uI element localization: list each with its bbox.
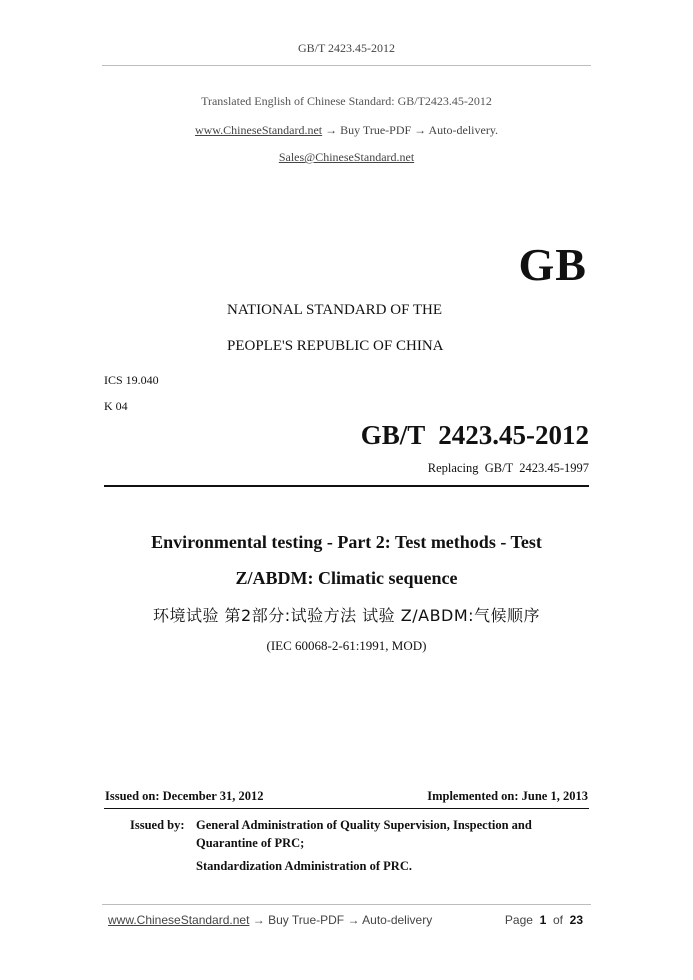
header-divider	[102, 65, 591, 66]
arrow-right-icon: →	[325, 123, 338, 137]
title-divider	[104, 485, 589, 487]
implemented-on-date: Implemented on: June 1, 2013	[427, 789, 588, 803]
sales-email-row	[0, 150, 693, 165]
promo-line	[0, 123, 693, 138]
footer-divider	[102, 904, 591, 905]
document-title-en-line-2: Z/ABDM: Climatic sequence	[235, 568, 458, 588]
arrow-right-icon: →	[252, 913, 265, 927]
issuer-line-3: Standardization Administration of PRC.	[196, 859, 412, 873]
site-link[interactable]: www.ChineseStandard.net	[194, 123, 323, 137]
dates-divider	[104, 808, 589, 809]
sales-email-link[interactable]: Sales@ChineseStandard.net	[278, 150, 415, 164]
issuer-line-2: Quarantine of PRC;	[196, 836, 305, 850]
page-total: 23	[569, 913, 583, 927]
iec-reference: (IEC 60068-2-61:1991, MOD)	[266, 638, 427, 653]
page-number: 1	[539, 913, 547, 927]
translation-note: Translated English of Chinese Standard: GB/T2423.45-2012	[201, 94, 492, 108]
standard-number: GB/T 2423.45-2012	[360, 420, 589, 450]
arrow-right-icon: →	[347, 913, 360, 927]
footer-buy-text: Buy True-PDF	[268, 913, 345, 927]
issuer-line-1: General Administration of Quality Supervision, Inspection and	[196, 818, 532, 832]
page-indicator	[505, 913, 583, 927]
running-header: GB/T 2423.45-2012	[297, 41, 396, 55]
document-title-zh: 环境试验 第2部分:试验方法 试验 Z/ABDM:气候顺序	[152, 606, 541, 625]
of-label: of	[552, 913, 563, 927]
footer-promo	[108, 913, 432, 927]
gb-logo: GB	[518, 239, 587, 290]
footer-site-link[interactable]: www.ChineseStandard.net	[108, 913, 250, 927]
arrow-right-icon: →	[414, 123, 427, 137]
classification-code: K 04	[104, 399, 128, 413]
ics-code: ICS 19.040	[104, 373, 159, 387]
page-label: Page	[504, 913, 533, 927]
national-standard-line: NATIONAL STANDARD OF THE	[227, 302, 443, 318]
issued-by-label: Issued by:	[130, 818, 185, 832]
auto-delivery-text: Auto-delivery.	[428, 123, 499, 137]
buy-true-pdf-text: Buy True-PDF	[340, 123, 412, 137]
footer-delivery-text: Auto-delivery	[362, 913, 433, 927]
replacing-note: Replacing GB/T 2423.45-1997	[427, 461, 589, 475]
country-line: PEOPLE'S REPUBLIC OF CHINA	[227, 338, 444, 354]
issued-on-date: Issued on: December 31, 2012	[105, 789, 264, 803]
document-title-en-line-1: Environmental testing - Part 2: Test methods - Test	[151, 532, 542, 552]
